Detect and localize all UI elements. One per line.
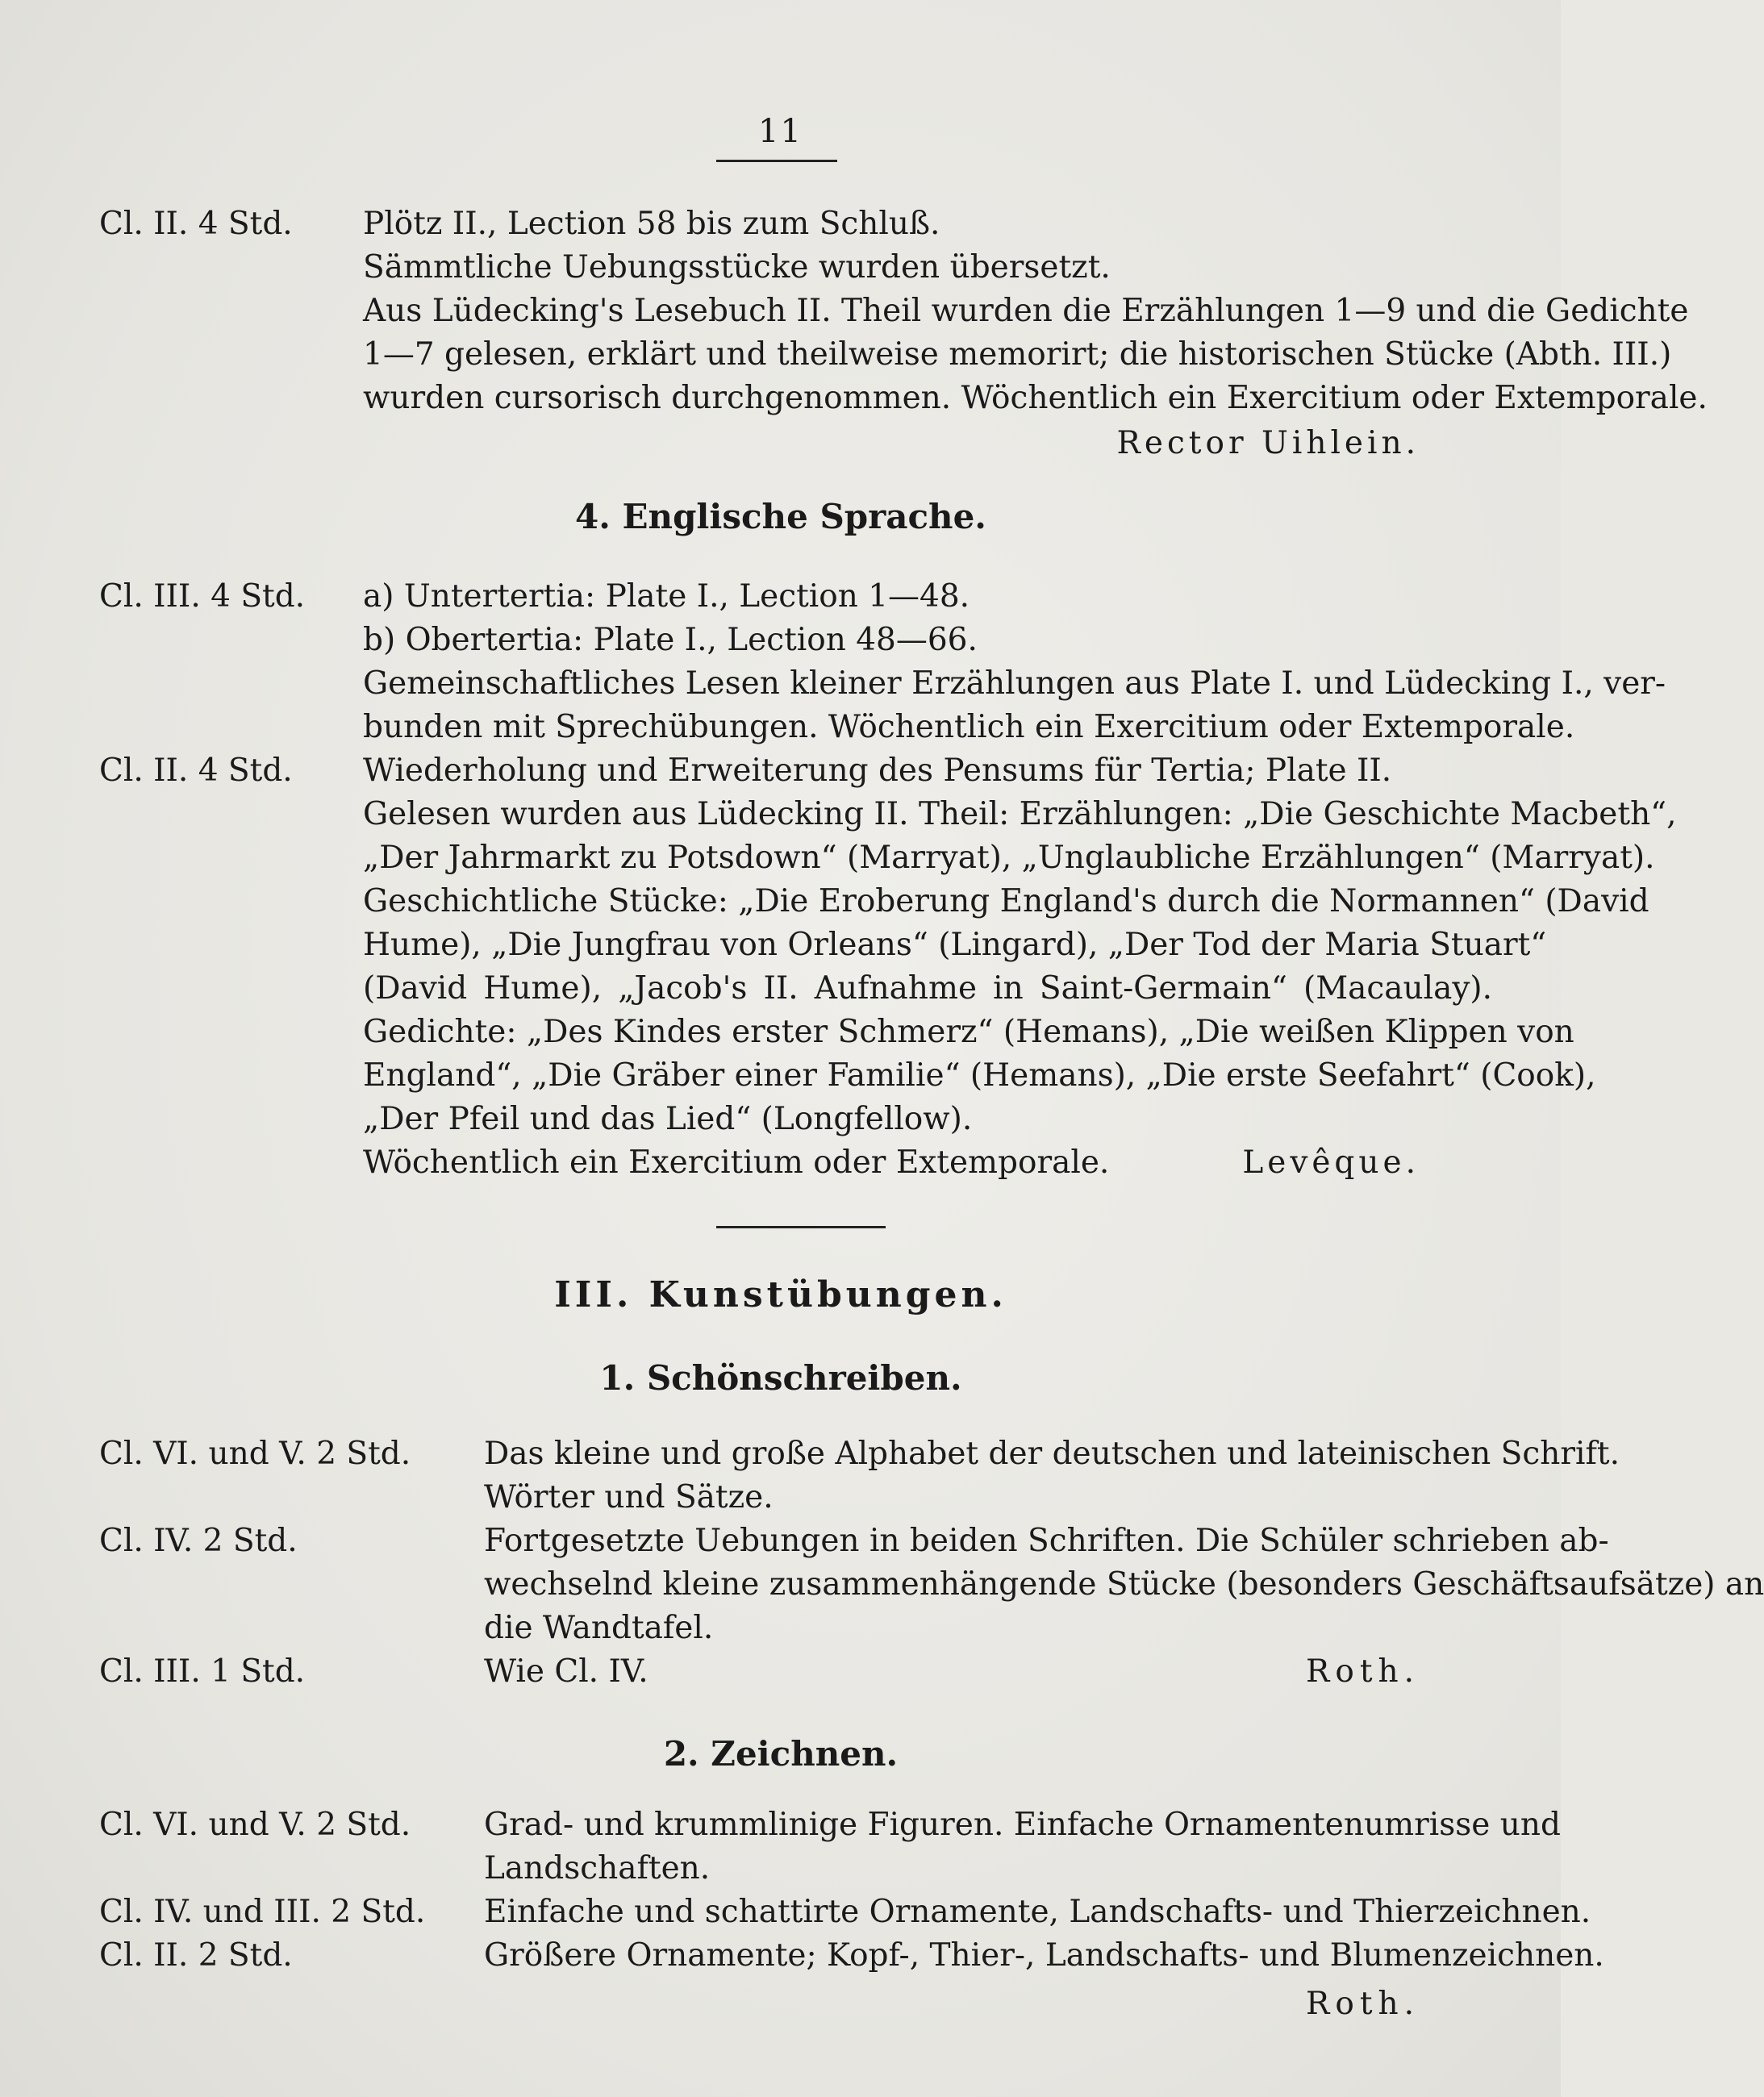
french-line: 1—7 gelesen, erklärt und theilweise memorirt; die historischen Stücke (Abth. III.) [363,336,1672,373]
drawing-class-label: Cl. VI. und V. 2 Std. [99,1807,411,1843]
english-class2-line: „Der Jahrmarkt zu Potsdown“ (Marryat), „Unglaubliche Erzählungen“ (Marryat). [363,840,1655,876]
english-class2-line: England“, „Die Gräber einer Familie“ (Hemans), „Die erste Seefahrt“ (Cook), [363,1057,1596,1094]
drawing-heading: 2. Zeichnen. [663,1734,899,1774]
page-number-rule [716,160,837,162]
page-number: 11 [758,113,803,150]
english-class2-line: „Der Pfeil und das Lied“ (Longfellow). [363,1101,973,1137]
writing-line: Fortgesetzte Uebungen in beiden Schriften. Die Schüler schrieben ab- [484,1523,1609,1559]
drawing-teacher: Roth. [1305,1986,1420,2022]
french-line: Aus Lüdecking's Lesebuch II. Theil wurden die Erzählungen 1—9 und die Gedichte [363,293,1689,329]
french-teacher: Rector Uihlein. [1116,425,1420,461]
writing-line: Wörter und Sätze. [484,1479,774,1515]
english-class2-line: (David Hume), „Jacob's II. Aufnahme in Saint-Germain“ (Macaulay). [363,970,1492,1007]
drawing-line: Grad- und krummlinige Figuren. Einfache Ornamentenumrisse und [484,1807,1561,1843]
english-heading: 4. Englische Sprache. [575,497,986,536]
english-class3-line: a) Untertertia: Plate I., Lection 1—48. [363,578,970,615]
english-class2-line: Wiederholung und Erweiterung des Pensums für Tertia; Plate II. [363,753,1392,789]
french-line: wurden cursorisch durchgenommen. Wöchentlich ein Exercitium oder Extemporale. [363,380,1708,416]
drawing-class-label: Cl. IV. und III. 2 Std. [99,1894,426,1930]
english-teacher: Levêque. [1242,1144,1420,1181]
english-class3-label: Cl. III. 4 Std. [99,578,306,615]
drawing-line: Größere Ornamente; Kopf-, Thier-, Landschafts- und Blumenzeichnen. [484,1937,1604,1974]
writing-class-label: Cl. IV. 2 Std. [99,1523,298,1559]
writing-class-label: Cl. VI. und V. 2 Std. [99,1436,411,1472]
writing-line: die Wandtafel. [484,1610,714,1646]
writing-class-label: Cl. III. 1 Std. [99,1653,306,1690]
english-class3-line: bunden mit Sprechübungen. Wöchentlich ein Exercitium oder Extemporale. [363,709,1575,745]
writing-teacher: Roth. [1305,1653,1420,1690]
writing-line: Das kleine und große Alphabet der deutschen und lateinischen Schrift. [484,1436,1620,1472]
english-class2-line: Gelesen wurden aus Lüdecking II. Theil: Erzählungen: „Die Geschichte Macbeth“, [363,796,1677,832]
drawing-class-label: Cl. II. 2 Std. [99,1937,293,1974]
french-line: Plötz II., Lection 58 bis zum Schluß. [363,206,940,242]
english-class2-line: Geschichtliche Stücke: „Die Eroberung England's durch die Normannen“ (David [363,883,1649,919]
section3-heading: III. Kunstübungen. [554,1274,1007,1315]
drawing-line: Einfache und schattirte Ornamente, Landschafts- und Thierzeichnen. [484,1894,1591,1930]
english-class3-line: b) Obertertia: Plate I., Lection 48—66. [363,622,978,658]
writing-line: Wie Cl. IV. [484,1653,648,1690]
english-class3-line: Gemeinschaftliches Lesen kleiner Erzählungen aus Plate I. und Lüdecking I., ver- [363,665,1666,702]
english-class2-line: Gedichte: „Des Kindes erster Schmerz“ (Hemans), „Die weißen Klippen von [363,1014,1574,1050]
writing-heading: 1. Schönschreiben. [599,1358,962,1398]
english-class2-label: Cl. II. 4 Std. [99,753,293,789]
section-divider [716,1226,886,1228]
drawing-line: Landschaften. [484,1850,711,1886]
english-last-line: Wöchentlich ein Exercitium oder Extemporale. [363,1144,1110,1181]
english-class2-line: Hume), „Die Jungfrau von Orleans“ (Lingard), „Der Tod der Maria Stuart“ [363,927,1547,963]
french-line: Sämmtliche Uebungsstücke wurden übersetzt. [363,249,1111,286]
french-class-label: Cl. II. 4 Std. [99,206,293,242]
writing-line: wechselnd kleine zusammenhängende Stücke (besonders Geschäftsaufsätze) an [484,1566,1764,1603]
